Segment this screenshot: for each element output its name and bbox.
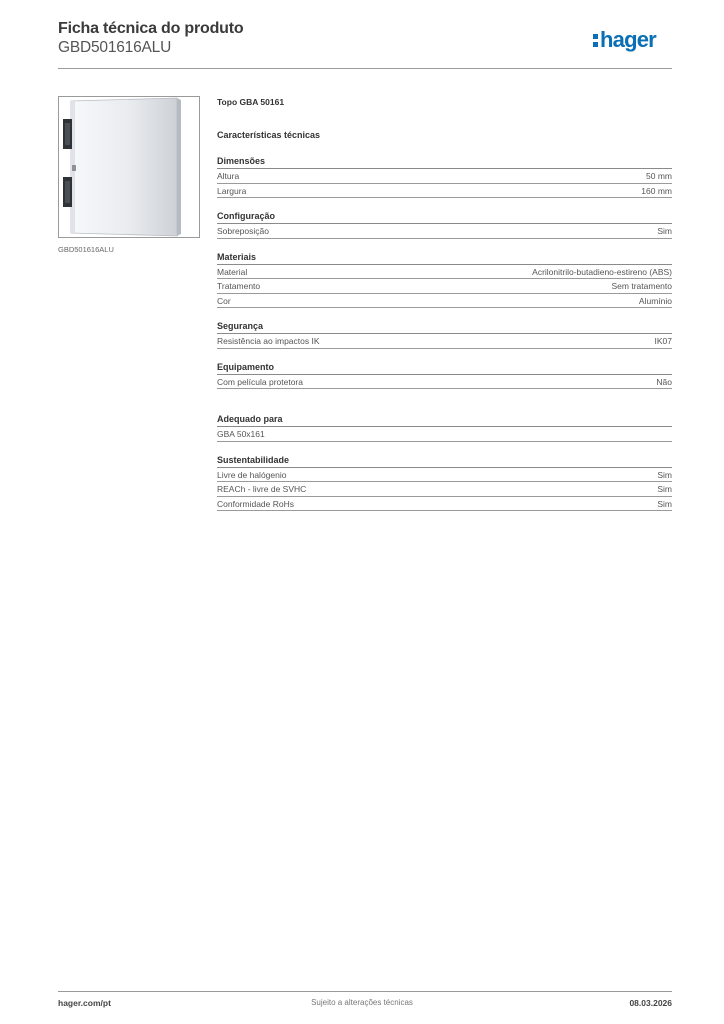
spec-value: 160 mm: [641, 185, 672, 196]
logo-text: hager: [600, 27, 656, 52]
footer-date: 08.03.2026: [629, 998, 672, 1008]
spec-row: [217, 334, 672, 349]
spec-row: [217, 169, 672, 184]
spec-value: Sim: [657, 498, 672, 509]
spec-row: [217, 294, 672, 309]
spec-label: GBA 50x161: [217, 429, 265, 439]
spec-section: [217, 210, 672, 239]
spec-label: Cor: [217, 295, 231, 306]
spec-label: Com película protetora: [217, 376, 303, 387]
product-name: Topo GBA 50161: [217, 97, 285, 107]
section-title: Sustentabilidade: [217, 454, 672, 468]
spec-label: Largura: [217, 185, 247, 196]
spec-section: [217, 361, 672, 390]
spec-value: Não: [656, 376, 672, 387]
spec-label: Altura: [217, 171, 240, 181]
spec-section: [217, 454, 672, 512]
page-title: Ficha técnica do produto: [58, 20, 244, 37]
section-title: Materiais: [217, 251, 672, 265]
spec-label: Livre de halógenio: [217, 469, 287, 480]
spec-row: [217, 482, 672, 497]
section-title: Equipamento: [217, 361, 672, 375]
hager-logo-graphic: [591, 26, 673, 56]
product-image-graphic: [59, 97, 199, 237]
spec-value: Sim: [657, 469, 672, 480]
spec-label: Material: [217, 266, 248, 277]
section-title: Segurança: [217, 320, 672, 334]
footer-divider: [58, 991, 672, 992]
specifications: [217, 95, 672, 511]
spec-value: Alumínio: [638, 295, 672, 306]
footer-website: hager.com/pt: [58, 998, 111, 1008]
spec-label: Sobreposição: [217, 226, 269, 236]
spec-section: [217, 413, 672, 442]
image-caption: GBD501616ALU: [58, 245, 114, 254]
spec-section: [217, 251, 672, 309]
spec-row: [217, 468, 672, 483]
spec-value: Sem tratamento: [611, 281, 672, 291]
spec-value: Sim: [657, 484, 672, 494]
spec-value: 50 mm: [646, 171, 672, 181]
spec-row: [217, 375, 672, 390]
spec-row: [217, 427, 672, 442]
spec-row: [217, 265, 672, 280]
spec-row: [217, 279, 672, 294]
spec-row: [217, 224, 672, 239]
section-title: Configuração: [217, 210, 672, 224]
section-title: Adequado para: [217, 413, 672, 427]
spec-label: Conformidade RoHs: [217, 498, 295, 509]
hager-logo: [591, 26, 673, 61]
product-image: [58, 96, 200, 238]
spec-section: [217, 155, 672, 198]
spec-sections: [217, 155, 672, 511]
spec-value: Sim: [657, 226, 672, 236]
footer-note: Sujeito a alterações técnicas: [311, 998, 413, 1007]
technical-characteristics-heading: Características técnicas: [217, 130, 321, 140]
spec-label: Resistência ao impactos IK: [217, 336, 320, 346]
spec-row: [217, 497, 672, 512]
product-code: GBD501616ALU: [58, 39, 172, 56]
spec-row: [217, 184, 672, 199]
section-title: Dimensões: [217, 155, 672, 169]
spec-label: REACh - livre de SVHC: [217, 484, 307, 494]
header-divider: [58, 68, 672, 69]
spec-label: Tratamento: [217, 281, 261, 291]
spec-value: Acrilonitrilo-butadieno-estireno (ABS): [532, 266, 672, 277]
spec-section: [217, 320, 672, 349]
spec-value: IK07: [654, 336, 672, 346]
